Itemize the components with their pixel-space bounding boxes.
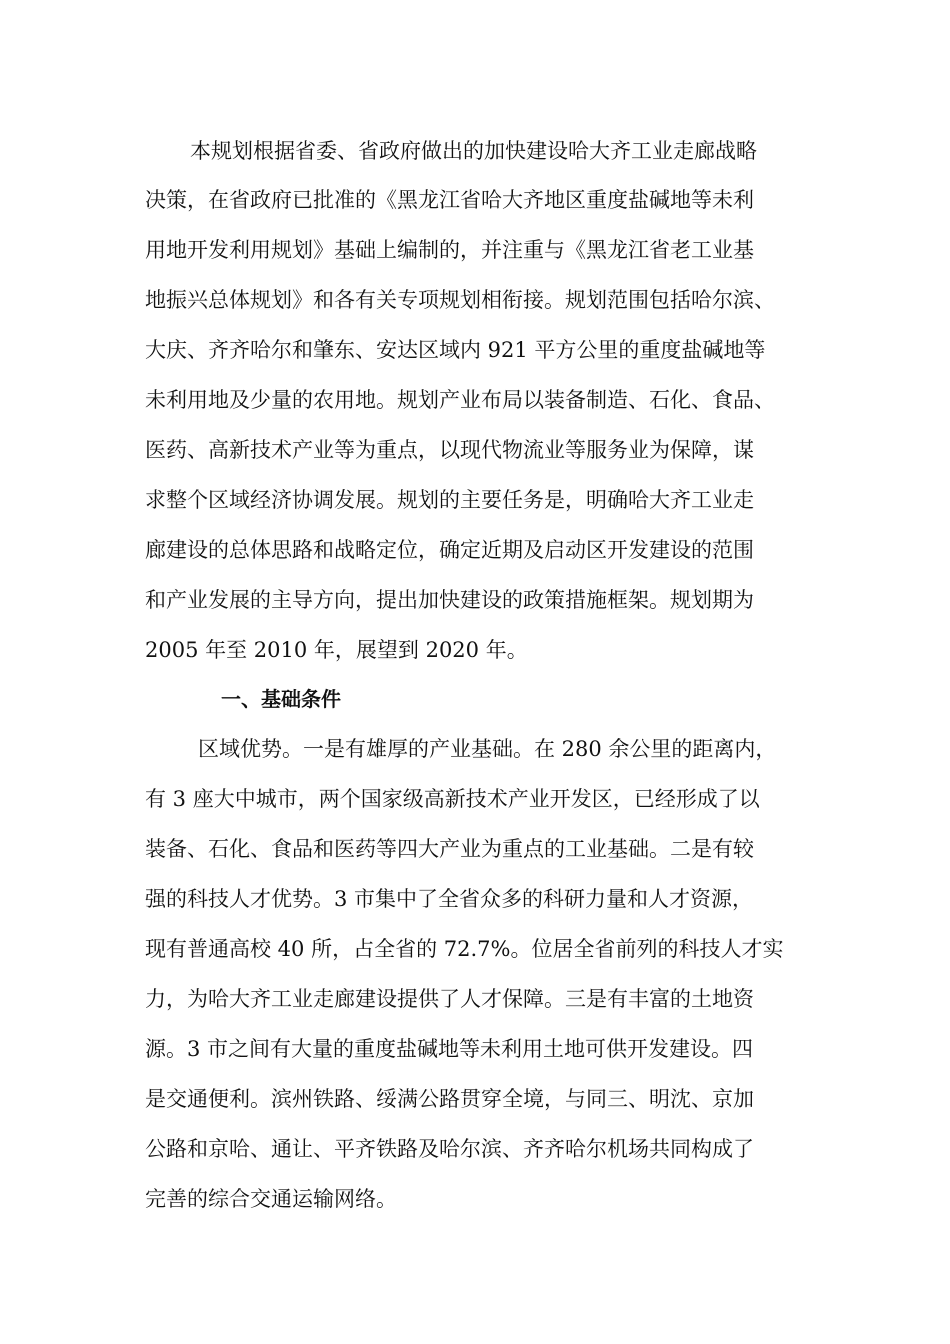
- paragraph-line: 完善的综合交通运输网络。: [145, 1187, 397, 1211]
- paragraph-line: 和产业发展的主导方向，提出加快建设的政策措施框架。规划期为: [145, 588, 754, 612]
- paragraph-line: 医药、高新技术产业等为重点，以现代物流业等服务业为保障，谋: [145, 438, 754, 462]
- paragraph-line: 装备、石化、食品和医药等四大产业为重点的工业基础。二是有较: [145, 837, 754, 861]
- paragraph-line: 有 3 座大中城市，两个国家级高新技术产业开发区，已经形成了以: [145, 787, 760, 811]
- paragraph-line: 公路和京哈、通让、平齐铁路及哈尔滨、齐齐哈尔机场共同构成了: [145, 1137, 754, 1161]
- paragraph-line: 未利用地及少量的农用地。规划产业布局以装备制造、石化、食品、: [145, 388, 775, 412]
- paragraph-line: 用地开发利用规划》基础上编制的，并注重与《黑龙江省老工业基: [145, 238, 754, 262]
- paragraph-line: 大庆、齐齐哈尔和肇东、安达区域内 921 平方公里的重度盐碱地等: [145, 338, 766, 362]
- paragraph-line: 是交通便利。滨州铁路、绥满公路贯穿全境，与同三、明沈、京加: [145, 1087, 754, 1111]
- paragraph-line: 区域优势。一是有雄厚的产业基础。在 280 余公里的距离内，: [198, 737, 777, 761]
- paragraph-line: 强的科技人才优势。3 市集中了全省众多的科研力量和人才资源，: [145, 887, 754, 911]
- paragraph-line: 廊建设的总体思路和战略定位，确定近期及启动区开发建设的范围: [145, 538, 754, 562]
- paragraph-line: 现有普通高校 40 所，占全省的 72.7%。位居全省前列的科技人才实: [145, 937, 784, 961]
- paragraph-line: 力，为哈大齐工业走廊建设提供了人才保障。三是有丰富的土地资: [145, 987, 754, 1011]
- paragraph-line: 地振兴总体规划》和各有关专项规划相衔接。规划范围包括哈尔滨、: [145, 288, 775, 312]
- paragraph-line: 本规划根据省委、省政府做出的加快建设哈大齐工业走廊战略: [190, 139, 757, 163]
- section-heading: 一、基础条件: [221, 687, 341, 711]
- paragraph-line: 2005 年至 2010 年，展望到 2020 年。: [145, 638, 528, 662]
- paragraph-line: 源。3 市之间有大量的重度盐碱地等未利用土地可供开发建设。四: [145, 1037, 754, 1061]
- paragraph-line: 决策，在省政府已批准的《黑龙江省哈大齐地区重度盐碱地等未利: [145, 188, 754, 212]
- paragraph-line: 求整个区域经济协调发展。规划的主要任务是，明确哈大齐工业走: [145, 488, 754, 512]
